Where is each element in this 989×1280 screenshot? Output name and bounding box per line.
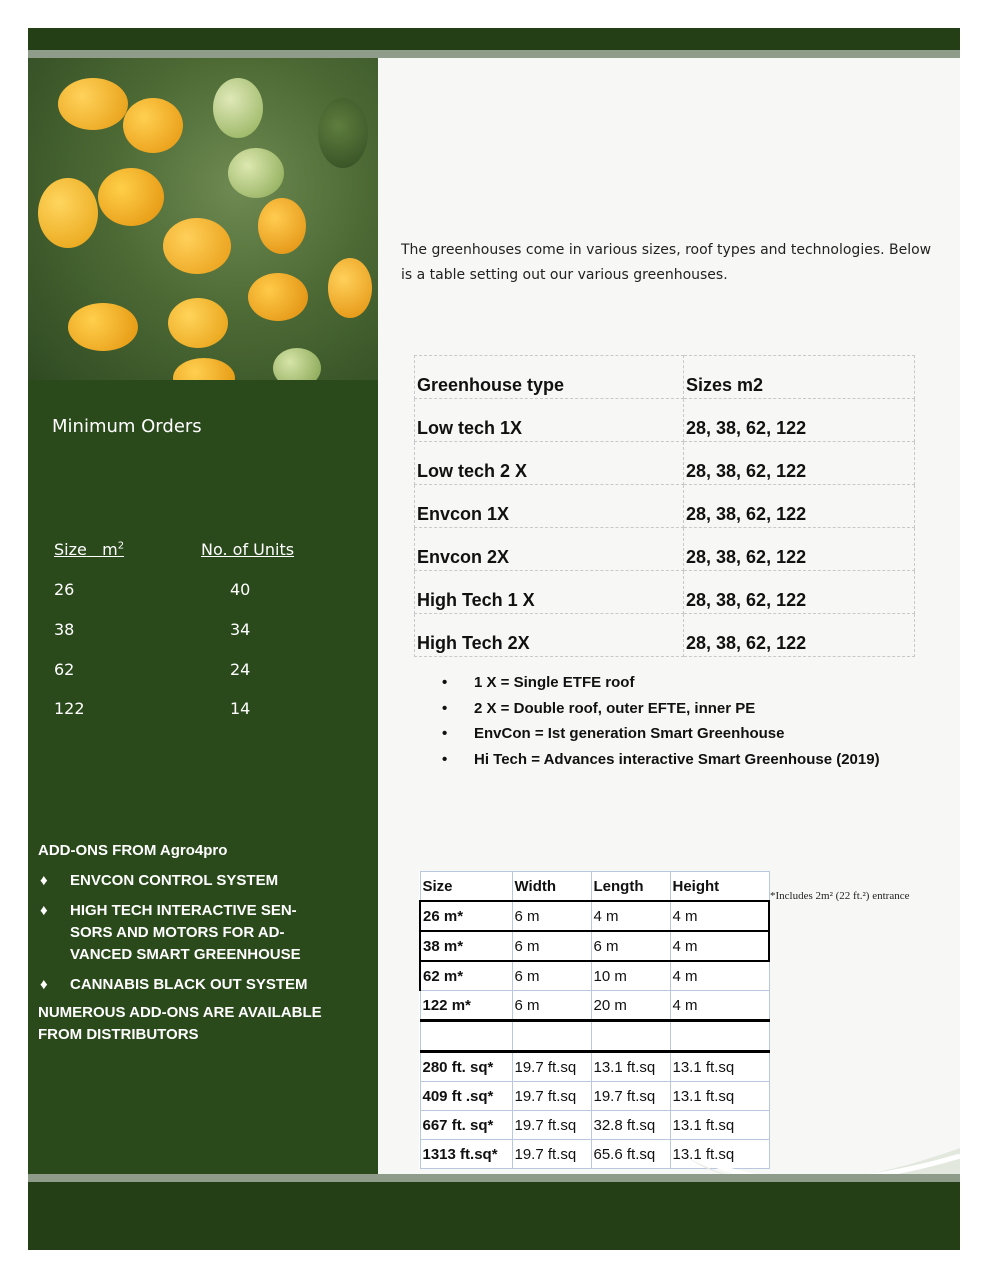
dimensions-table (419, 871, 770, 1169)
table-row (415, 485, 915, 528)
addons-section (38, 840, 368, 1046)
table-row: 1313 ft.sq* 19.7 ft.sq 65.6 ft.sq 13.1 ft.sq (420, 1140, 769, 1169)
addons-heading: ADD-ONS FROM Agro4pro (38, 842, 228, 859)
bullet-icon: • (442, 750, 448, 768)
list-item: • 2 X = Double roof, outer EFTE, inner PE (442, 696, 880, 722)
bottom-stripe (28, 1174, 960, 1182)
type-cell: High Tech 2X (415, 614, 684, 657)
list-item: ♦ ENVCON CONTROL SYSTEM (38, 870, 368, 892)
top-stripe (28, 50, 960, 58)
header-cell: Size (420, 872, 512, 902)
min-order-size: 38 (54, 620, 75, 639)
table-header-row (420, 872, 769, 902)
header-cell: Height (670, 872, 769, 902)
list-item: • Hi Tech = Advances interactive Smart Greenhouse (2019) (442, 747, 880, 773)
bottom-bar (28, 1182, 960, 1250)
intro-paragraph: The greenhouses come in various sizes, roof types and technologies. Below is a table setting out our various greenhouses. (401, 242, 932, 283)
table-row (415, 614, 915, 657)
sidebar (28, 380, 378, 1174)
list-item: ♦ CANNABIS BLACK OUT SYSTEM (38, 974, 368, 996)
top-bar (28, 28, 960, 50)
table-row: 38 m* 6 m 6 m 4 m (420, 931, 769, 961)
table-row: 62 m* 6 m 10 m 4 m (420, 961, 769, 991)
brochure-page (28, 28, 960, 1250)
table-row: 26 m* 6 m 4 m 4 m (420, 901, 769, 931)
diamond-bullet-icon: ♦ (40, 872, 48, 889)
list-item: • 1 X = Single ETFE roof (442, 670, 880, 696)
sizes-cell: 28, 38, 62, 122 (684, 614, 915, 657)
diamond-bullet-icon: ♦ (40, 976, 48, 993)
min-orders-title: Minimum Orders (52, 416, 202, 437)
min-order-units: 34 (230, 620, 251, 639)
sizes-cell: 28, 38, 62, 122 (684, 485, 915, 528)
table-row: 280 ft. sq* 19.7 ft.sq 13.1 ft.sq 13.1 ft.sq (420, 1052, 769, 1082)
addons-footer: NUMEROUS ADD-ONS ARE AVAILABLE FROM DISTRIBUTORS (38, 1004, 322, 1043)
type-cell: Low tech 2 X (415, 442, 684, 485)
sizes-cell: 28, 38, 62, 122 (684, 399, 915, 442)
tomato-photo (28, 58, 378, 380)
table-row (415, 442, 915, 485)
sizes-cell: 28, 38, 62, 122 (684, 442, 915, 485)
entrance-footnote: *Includes 2m² (22 ft.²) entrance (770, 890, 910, 902)
diamond-bullet-icon: ♦ (40, 902, 48, 919)
header-cell: Width (512, 872, 591, 902)
header-cell: Greenhouse type (415, 356, 684, 399)
min-order-size: 62 (54, 660, 75, 679)
min-order-units: 14 (230, 699, 251, 718)
header-cell: Sizes m2 (684, 356, 915, 399)
table-header-row (415, 356, 915, 399)
list-item: ♦ HIGH TECH INTERACTIVE SEN-SORS AND MOTORS FOR AD-VANCED SMART GREENHOUSE (38, 900, 368, 966)
greenhouse-types-table (414, 355, 915, 657)
sizes-cell: 28, 38, 62, 122 (684, 528, 915, 571)
list-item: • EnvCon = Ist generation Smart Greenhouse (442, 721, 880, 747)
spacer-row (420, 1021, 769, 1052)
bullet-icon: • (442, 699, 448, 717)
type-cell: Envcon 2X (415, 528, 684, 571)
min-order-size: 122 (54, 699, 85, 718)
min-order-size: 26 (54, 580, 75, 599)
table-row: 122 m* 6 m 20 m 4 m (420, 991, 769, 1021)
table-row (415, 399, 915, 442)
min-order-units: 40 (230, 580, 251, 599)
size-column-header: Size $m^2$ (54, 540, 125, 559)
type-cell: High Tech 1 X (415, 571, 684, 614)
type-cell: Envcon 1X (415, 485, 684, 528)
type-cell: Low tech 1X (415, 399, 684, 442)
units-column-header: No. of Units (201, 540, 295, 559)
table-row (415, 528, 915, 571)
header-cell: Length (591, 872, 670, 902)
bullet-icon: • (442, 674, 448, 691)
table-row: 667 ft. sq* 19.7 ft.sq 32.8 ft.sq 13.1 ft.sq (420, 1111, 769, 1140)
roof-notes-list (442, 670, 880, 772)
min-order-units: 24 (230, 660, 251, 679)
bullet-icon: • (442, 725, 448, 742)
table-row (415, 571, 915, 614)
sizes-cell: 28, 38, 62, 122 (684, 571, 915, 614)
table-row: 409 ft .sq* 19.7 ft.sq 19.7 ft.sq 13.1 ft.sq (420, 1082, 769, 1111)
